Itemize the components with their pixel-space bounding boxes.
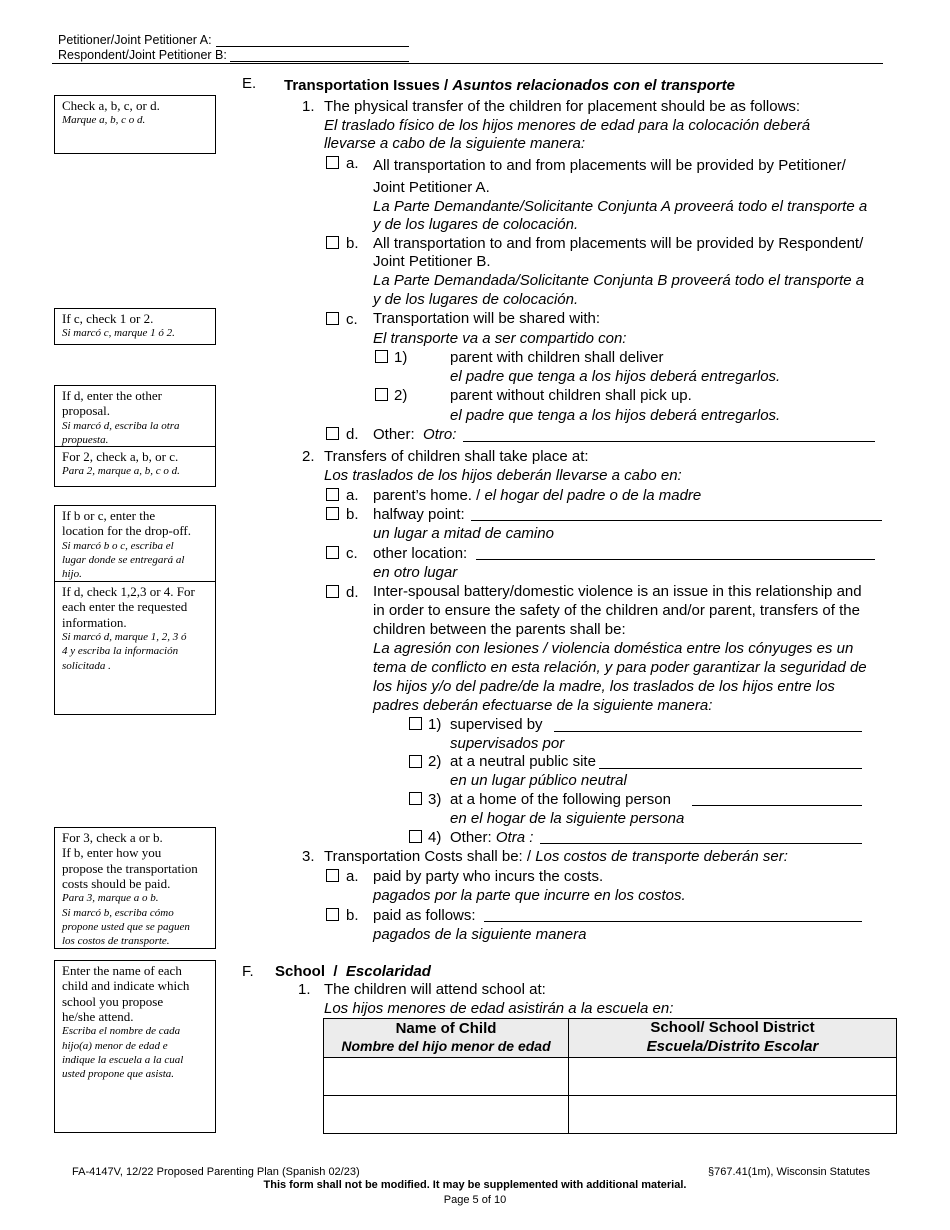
q1a-checkbox[interactable] bbox=[326, 156, 339, 169]
q1a-text-es-2: y de los lugares de colocación. bbox=[373, 216, 579, 233]
q3b-letter: b. bbox=[346, 907, 359, 924]
instruction-text: proposal. bbox=[62, 403, 111, 419]
q2d2-text: at a neutral public site bbox=[450, 753, 596, 770]
q2d-text-2: in order to ensure the safety of the children and/or parent, transfers of the bbox=[373, 602, 860, 619]
school-table-header-child bbox=[324, 1019, 569, 1058]
q2d-text-1: Inter-spousal battery/domestic violence is an issue in this relationship and bbox=[373, 583, 862, 600]
q2d2-text-es: en un lugar público neutral bbox=[450, 772, 627, 789]
instruction-text-es: solicitada . bbox=[62, 659, 111, 672]
instruction-box-check-abcd bbox=[54, 95, 216, 154]
q1b-text-es-1: La Parte Demandada/Solicitante Conjunta B proveerá todo el transporte a bbox=[373, 272, 865, 289]
q2b-letter: b. bbox=[346, 506, 359, 523]
table-row bbox=[324, 1057, 897, 1095]
instruction-text-es: propone usted que se paguen bbox=[62, 920, 190, 933]
instruction-text: If b or c, enter the bbox=[62, 508, 156, 523]
instruction-text-es: Para 3, marque a o b. bbox=[62, 892, 159, 905]
q2b-text-es: un lugar a mitad de camino bbox=[373, 525, 554, 542]
instruction-text: school you propose bbox=[62, 993, 164, 1009]
q1b-text-es-2: y de los lugares de colocación. bbox=[373, 291, 579, 308]
q3b-checkbox[interactable] bbox=[326, 908, 339, 921]
instruction-text-es: Si marcó b, escriba cómo bbox=[62, 906, 174, 919]
instruction-text-es: hijo. bbox=[62, 568, 82, 581]
q3b-text: paid as follows: bbox=[373, 907, 476, 924]
instruction-text-es: los costos de transporte. bbox=[62, 935, 170, 948]
q1c2-checkbox[interactable] bbox=[375, 388, 388, 401]
instruction-text: location for the drop-off. bbox=[62, 523, 191, 539]
instruction-box-if-d bbox=[54, 385, 216, 447]
col1-header-es: Nombre del hijo menor de edad bbox=[341, 1038, 551, 1055]
q2-text: Transfers of children shall take place at: bbox=[324, 448, 589, 465]
instruction-text-es: Si marcó b o c, escriba el bbox=[62, 539, 174, 552]
instruction-text: child and indicate which bbox=[62, 978, 190, 994]
instruction-text-es: Para 2, marque a, b, c o d. bbox=[62, 465, 180, 478]
q2c-location-field[interactable] bbox=[476, 559, 875, 560]
q1a-letter: a. bbox=[346, 155, 359, 172]
q2d1-number: 1) bbox=[428, 716, 442, 733]
q2b-text: halfway point: bbox=[373, 506, 465, 523]
instruction-text: he/she attend. bbox=[62, 1008, 134, 1024]
q3a-text: paid by party who incurs the costs. bbox=[373, 868, 604, 885]
q1c1-checkbox[interactable] bbox=[375, 350, 388, 363]
instruction-text: costs should be paid. bbox=[62, 875, 171, 891]
instruction-box-if-c bbox=[54, 308, 216, 345]
q2c-text: other location: bbox=[373, 545, 468, 562]
petitioner-label: Petitioner/Joint Petitioner A: bbox=[58, 33, 212, 47]
q2d4-number: 4) bbox=[428, 829, 442, 846]
q2d1-text-es: supervisados por bbox=[450, 735, 565, 752]
q2a-text-es: el hogar del padre o de la madre bbox=[484, 487, 702, 504]
instruction-text-es: Si marcó c, marque 1 ó 2. bbox=[62, 327, 175, 340]
section-e-title bbox=[284, 77, 735, 96]
instruction-text: For 3, check a or b. bbox=[62, 830, 163, 845]
q1d-checkbox[interactable] bbox=[326, 427, 339, 440]
instruction-text: each enter the requested bbox=[62, 599, 188, 615]
q2d3-number: 3) bbox=[428, 791, 442, 808]
section-e-title-es: Asuntos relacionados con el transporte bbox=[452, 77, 735, 94]
q2d4-other-field[interactable] bbox=[540, 843, 862, 844]
section-f-letter: F. bbox=[242, 963, 254, 980]
q3-text bbox=[324, 848, 788, 867]
instruction-text: Enter the name of each bbox=[62, 963, 182, 978]
f1-text: The children will attend school at: bbox=[324, 981, 546, 998]
instruction-box-school bbox=[54, 960, 216, 1133]
instruction-text-es: Si marcó d, marque 1, 2, 3 ó bbox=[62, 630, 187, 643]
instruction-text: If d, enter the other bbox=[62, 388, 162, 403]
q1c-checkbox[interactable] bbox=[326, 312, 339, 325]
school-table bbox=[323, 1018, 897, 1134]
instruction-text: If d, check 1,2,3 or 4. For bbox=[62, 584, 195, 599]
q1-text: The physical transfer of the children for placement should be as follows: bbox=[324, 98, 801, 115]
q3a-text-es: pagados por la parte que incurre en los costos. bbox=[373, 887, 686, 904]
instruction-text-es: Marque a, b, c o d. bbox=[62, 114, 146, 127]
q2d4-label-es: Otra : bbox=[495, 829, 534, 846]
child-name-cell[interactable] bbox=[324, 1095, 569, 1133]
q2d-text-es-4: padres deberán efectuarse de la siguiente manera: bbox=[373, 697, 713, 714]
q1d-label bbox=[373, 426, 456, 445]
instruction-text-es: hijo(a) menor de edad e bbox=[62, 1039, 168, 1052]
q1d-letter: d. bbox=[346, 426, 359, 443]
section-f-title bbox=[275, 963, 431, 982]
page-number: Page 5 of 10 bbox=[443, 1194, 507, 1206]
instruction-text: information. bbox=[62, 614, 127, 630]
f1-text-es: Los hijos menores de edad asistirán a la escuela en: bbox=[324, 1000, 674, 1017]
q2d-checkbox[interactable] bbox=[326, 585, 339, 598]
q2b-halfway-field[interactable] bbox=[471, 520, 882, 521]
instruction-text-es: 4 y escriba la información bbox=[62, 645, 179, 658]
section-e-title-en: Transportation Issues / bbox=[284, 77, 453, 94]
q2d1-text: supervised by bbox=[450, 716, 543, 733]
instruction-text-es: propuesta. bbox=[62, 433, 109, 446]
q2-text-es: Los traslados de los hijos deberán llevarse a cabo en: bbox=[324, 467, 682, 484]
instruction-text-es: indique la escuela a la cual bbox=[62, 1053, 184, 1066]
q1-number: 1. bbox=[302, 98, 315, 115]
instruction-text: propose the transportation bbox=[62, 860, 198, 876]
q2d-text-es-1: La agresión con lesiones / violencia doméstica entre los cónyuges es un bbox=[373, 640, 854, 657]
q1d-label-es: Otro: bbox=[423, 426, 457, 443]
q2a-text bbox=[373, 487, 701, 506]
table-row bbox=[324, 1095, 897, 1133]
respondent-label: Respondent/Joint Petitioner B: bbox=[58, 48, 227, 62]
q1b-text-1: All transportation to and from placements will be provided by Respondent/ bbox=[373, 235, 864, 252]
q2d3-text: at a home of the following person bbox=[450, 791, 671, 808]
f1-number: 1. bbox=[298, 981, 311, 998]
q2d1-supervisor-field[interactable] bbox=[554, 731, 862, 732]
child-name-cell[interactable] bbox=[324, 1057, 569, 1095]
instruction-text: For 2, check a, b, or c. bbox=[62, 449, 179, 464]
col2-header-es: Escuela/Distrito Escolar bbox=[646, 1037, 819, 1055]
q1a-text-1: All transportation to and from placements will be provided by Petitioner/ bbox=[373, 157, 846, 174]
q2b-checkbox[interactable] bbox=[326, 507, 339, 520]
q2d-text-3: children between the parents shall be: bbox=[373, 621, 626, 638]
q1-text-es-2: llevarse a cabo de la siguiente manera: bbox=[324, 135, 585, 152]
q2d-letter: d. bbox=[346, 584, 359, 601]
instruction-box-if-b-or-c bbox=[54, 505, 216, 582]
respondent-name-field[interactable] bbox=[230, 61, 409, 62]
statute-ref: §767.41(1m), Wisconsin Statutes bbox=[708, 1166, 871, 1178]
q1c1-text: parent with children shall deliver bbox=[450, 349, 664, 366]
section-f-title-sep: / bbox=[333, 963, 338, 980]
school-cell[interactable] bbox=[569, 1095, 897, 1133]
petitioner-name-field[interactable] bbox=[216, 46, 409, 47]
q2d4-label-en: Other: bbox=[450, 829, 492, 846]
q2d3-checkbox[interactable] bbox=[409, 792, 422, 805]
q2c-letter: c. bbox=[346, 545, 358, 562]
q1c-text-es: El transporte va a ser compartido con: bbox=[373, 330, 627, 347]
instruction-box-if-d-check bbox=[54, 581, 216, 715]
instruction-text-es: usted propone que asista. bbox=[62, 1068, 175, 1081]
instruction-text: If b, enter how you bbox=[62, 845, 162, 861]
q3b-text-es: pagados de la siguiente manera bbox=[373, 926, 587, 943]
q3a-checkbox[interactable] bbox=[326, 869, 339, 882]
q2d3-person-field[interactable] bbox=[692, 805, 862, 806]
q1b-letter: b. bbox=[346, 235, 359, 252]
section-f-title-es: Escolaridad bbox=[345, 963, 431, 980]
q2d4-label bbox=[450, 829, 533, 848]
form-id: FA-4147V, 12/22 Proposed Parenting Plan (Spanish 02/23) bbox=[72, 1166, 360, 1178]
q3b-payment-field[interactable] bbox=[484, 921, 862, 922]
q3-text-es: Los costos de transporte deberán ser: bbox=[535, 848, 788, 865]
q2a-checkbox[interactable] bbox=[326, 488, 339, 501]
q2d2-number: 2) bbox=[428, 753, 442, 770]
q2d2-checkbox[interactable] bbox=[409, 755, 422, 768]
instruction-text: Check a, b, c, or d. bbox=[62, 98, 160, 113]
q2d3-text-es: en el hogar de la siguiente persona bbox=[450, 810, 685, 827]
q2d2-site-field[interactable] bbox=[599, 768, 862, 769]
q1c-letter: c. bbox=[346, 311, 358, 328]
school-table-header-school bbox=[569, 1019, 897, 1058]
instruction-text-es: Escriba el nombre de cada bbox=[62, 1025, 181, 1038]
q2c-checkbox[interactable] bbox=[326, 546, 339, 559]
instruction-text-es: lugar donde se entregará al bbox=[62, 553, 185, 566]
q2-number: 2. bbox=[302, 448, 315, 465]
q3-text-en: Transportation Costs shall be: / bbox=[324, 848, 536, 865]
instruction-text: If c, check 1 or 2. bbox=[62, 311, 154, 326]
q2c-text-es: en otro lugar bbox=[373, 564, 458, 581]
q1d-other-field[interactable] bbox=[463, 441, 875, 442]
section-e-letter: E. bbox=[242, 75, 257, 92]
q1c2-text: parent without children shall pick up. bbox=[450, 387, 692, 404]
header-rule bbox=[52, 63, 883, 64]
instruction-text-es: Si marcó d, escriba la otra bbox=[62, 419, 180, 432]
q1b-checkbox[interactable] bbox=[326, 236, 339, 249]
q2d-text-es-3: los hijos y/o del padre/de la madre, los traslados de los hijos entre los bbox=[373, 678, 835, 695]
col2-header: School/ School District bbox=[650, 1019, 815, 1036]
col1-header: Name of Child bbox=[395, 1019, 497, 1037]
modification-notice: This form shall not be modified. It may be supplemented with additional material. bbox=[263, 1179, 687, 1191]
q1b-text-2: Joint Petitioner B. bbox=[373, 253, 491, 270]
q1c1-number: 1) bbox=[394, 349, 408, 366]
q3a-letter: a. bbox=[346, 868, 359, 885]
q1c-text: Transportation will be shared with: bbox=[373, 310, 601, 327]
q1a-text-2: Joint Petitioner A. bbox=[373, 179, 490, 196]
q1c2-text-es: el padre que tenga a los hijos deberá entregarlos. bbox=[450, 407, 781, 424]
section-f-title-en: School bbox=[275, 963, 326, 980]
q2d-text-es-2: tema de conflicto en esta relación, y para poder garantizar la seguridad de bbox=[373, 659, 867, 676]
instruction-box-for-3 bbox=[54, 827, 216, 949]
instruction-box-for-2 bbox=[54, 446, 216, 487]
q2a-text-en: parent’s home. / bbox=[373, 487, 485, 504]
q2d1-checkbox[interactable] bbox=[409, 717, 422, 730]
q3-number: 3. bbox=[302, 848, 315, 865]
q1a-text-es-1: La Parte Demandante/Solicitante Conjunta A proveerá todo el transporte a bbox=[373, 198, 868, 215]
q2d4-checkbox[interactable] bbox=[409, 830, 422, 843]
q1d-label-en: Other: bbox=[373, 426, 415, 443]
q2a-letter: a. bbox=[346, 487, 359, 504]
q1-text-es-1: El traslado físico de los hijos menores de edad para la colocación deberá bbox=[324, 117, 811, 134]
school-cell[interactable] bbox=[569, 1057, 897, 1095]
q1c1-text-es: el padre que tenga a los hijos deberá entregarlos. bbox=[450, 368, 781, 385]
q1c2-number: 2) bbox=[394, 387, 408, 404]
